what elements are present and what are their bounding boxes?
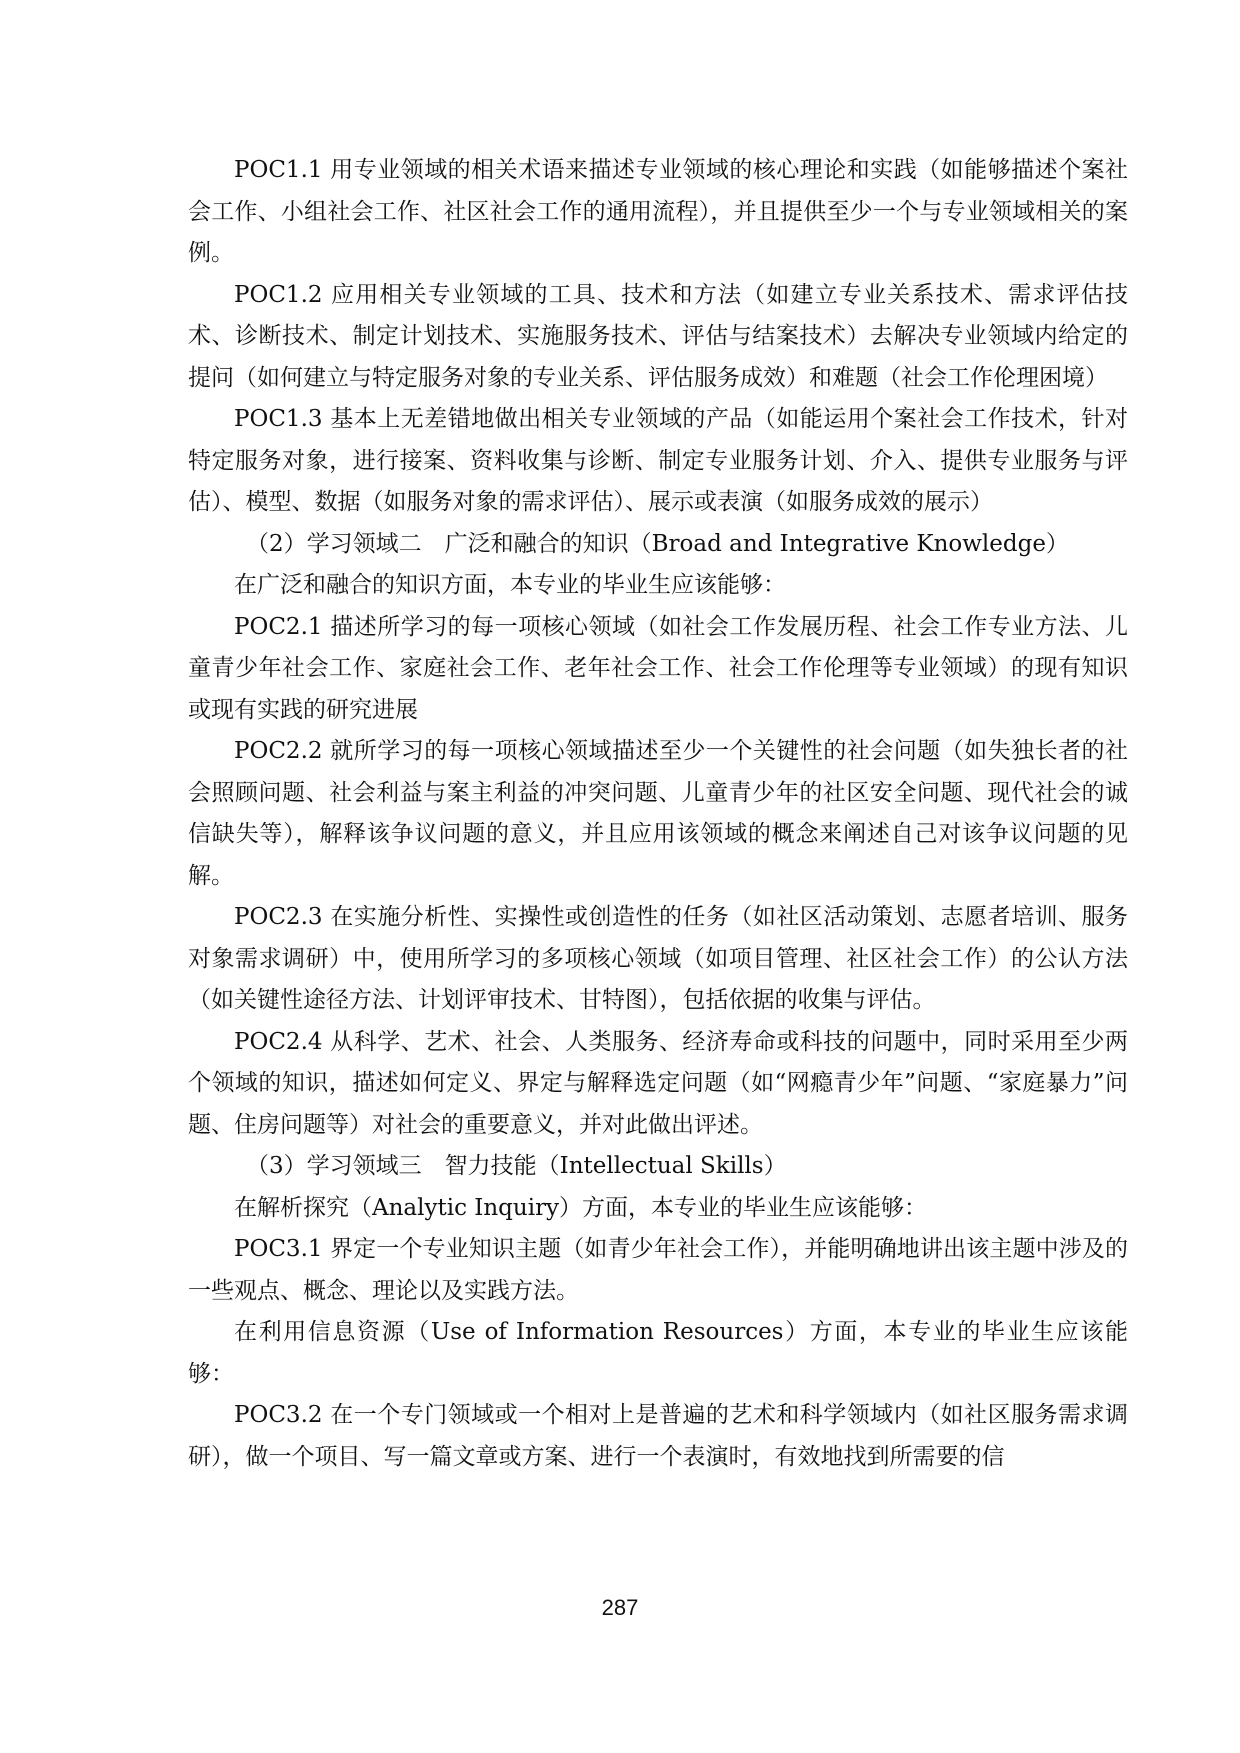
section-heading-3: （3）学习领域三 智力技能（Intellectual Skills） <box>246 1153 787 1179</box>
paragraph-poc2-1: POC2.1 描述所学习的每一项核心领域（如社会工作发展历程、社会工作专业方法、儿童青少年社会工作、家庭社会工作、老年社会工作、社会工作伦理等专业领域）的现有知识或现有实践的研究进展 <box>188 613 1128 723</box>
paragraph-intro-information-resources: 在利用信息资源（Use of Information Resources）方面，本专业的毕业生应该能够： <box>188 1319 1128 1387</box>
paragraph-poc3-1: POC3.1 界定一个专业知识主题（如青少年社会工作），并能明确地讲出该主题中涉及的一些观点、概念、理论以及实践方法。 <box>188 1236 1128 1304</box>
paragraph-poc1-1: POC1.1 用专业领域的相关术语来描述专业领域的核心理论和实践（如能够描述个案社会工作、小组社会工作、社区社会工作的通用流程），并且提供至少一个与专业领域相关的案例。 <box>188 157 1128 266</box>
paragraph-poc3-2: POC3.2 在一个专门领域或一个相对上是普遍的艺术和科学领域内（如社区服务需求调研），做一个项目、写一篇文章或方案、进行一个表演时，有效地找到所需要的信 <box>188 1402 1128 1470</box>
paragraph-intro-broad-knowledge: 在广泛和融合的知识方面，本专业的毕业生应该能够： <box>234 572 786 598</box>
paragraph-poc1-3: POC1.3 基本上无差错地做出相关专业领域的产品（如能运用个案社会工作技术，针对特定服务对象，进行接案、资料收集与诊断、制定专业服务计划、介入、提供专业服务与评估）、模型、数据（如服务对象的需求评估）、展示或表演（如服务成效的展示） <box>188 406 1128 515</box>
section-heading-2: （2）学习领域二 广泛和融合的知识（Broad and Integrative Knowledge） <box>246 530 1069 557</box>
paragraph-poc2-4: POC2.4 从科学、艺术、社会、人类服务、经济寿命或科技的问题中，同时采用至少两个领域的知识，描述如何定义、界定与解释选定问题（如“网瘾青少年”问题、“家庭暴力”问题、住房问题等）对社会的重要意义，并对此做出评述。 <box>188 1028 1128 1138</box>
document-body <box>188 150 1128 1478</box>
paragraph-intro-analytic-inquiry: 在解析探究（Analytic Inquiry）方面，本专业的毕业生应该能够： <box>234 1194 928 1221</box>
paragraph-poc2-2: POC2.2 就所学习的每一项核心领域描述至少一个关键性的社会问题（如失独长者的社会照顾问题、社会利益与案主利益的冲突问题、儿童青少年的社区安全问题、现代社会的诚信缺失等），解释该争议问题的意义，并且应用该领域的概念来阐述自己对该争议问题的见解。 <box>188 738 1128 889</box>
paragraph-poc1-2: POC1.2 应用相关专业领域的工具、技术和方法（如建立专业关系技术、需求评估技术、诊断技术、制定计划技术、实施服务技术、评估与结案技术）去解决专业领域内给定的提问（如何建立与特定服务对象的专业关系、评估服务成效）和难题（社会工作伦理困境） <box>188 281 1128 391</box>
paragraph-poc2-3: POC2.3 在实施分析性、实操性或创造性的任务（如社区活动策划、志愿者培训、服务对象需求调研）中，使用所学习的多项核心领域（如项目管理、社区社会工作）的公认方法（如关键性途径方法、计划评审技术、甘特图），包括依据的收集与评估。 <box>188 904 1128 1013</box>
page-number: 287 <box>601 1595 639 1620</box>
